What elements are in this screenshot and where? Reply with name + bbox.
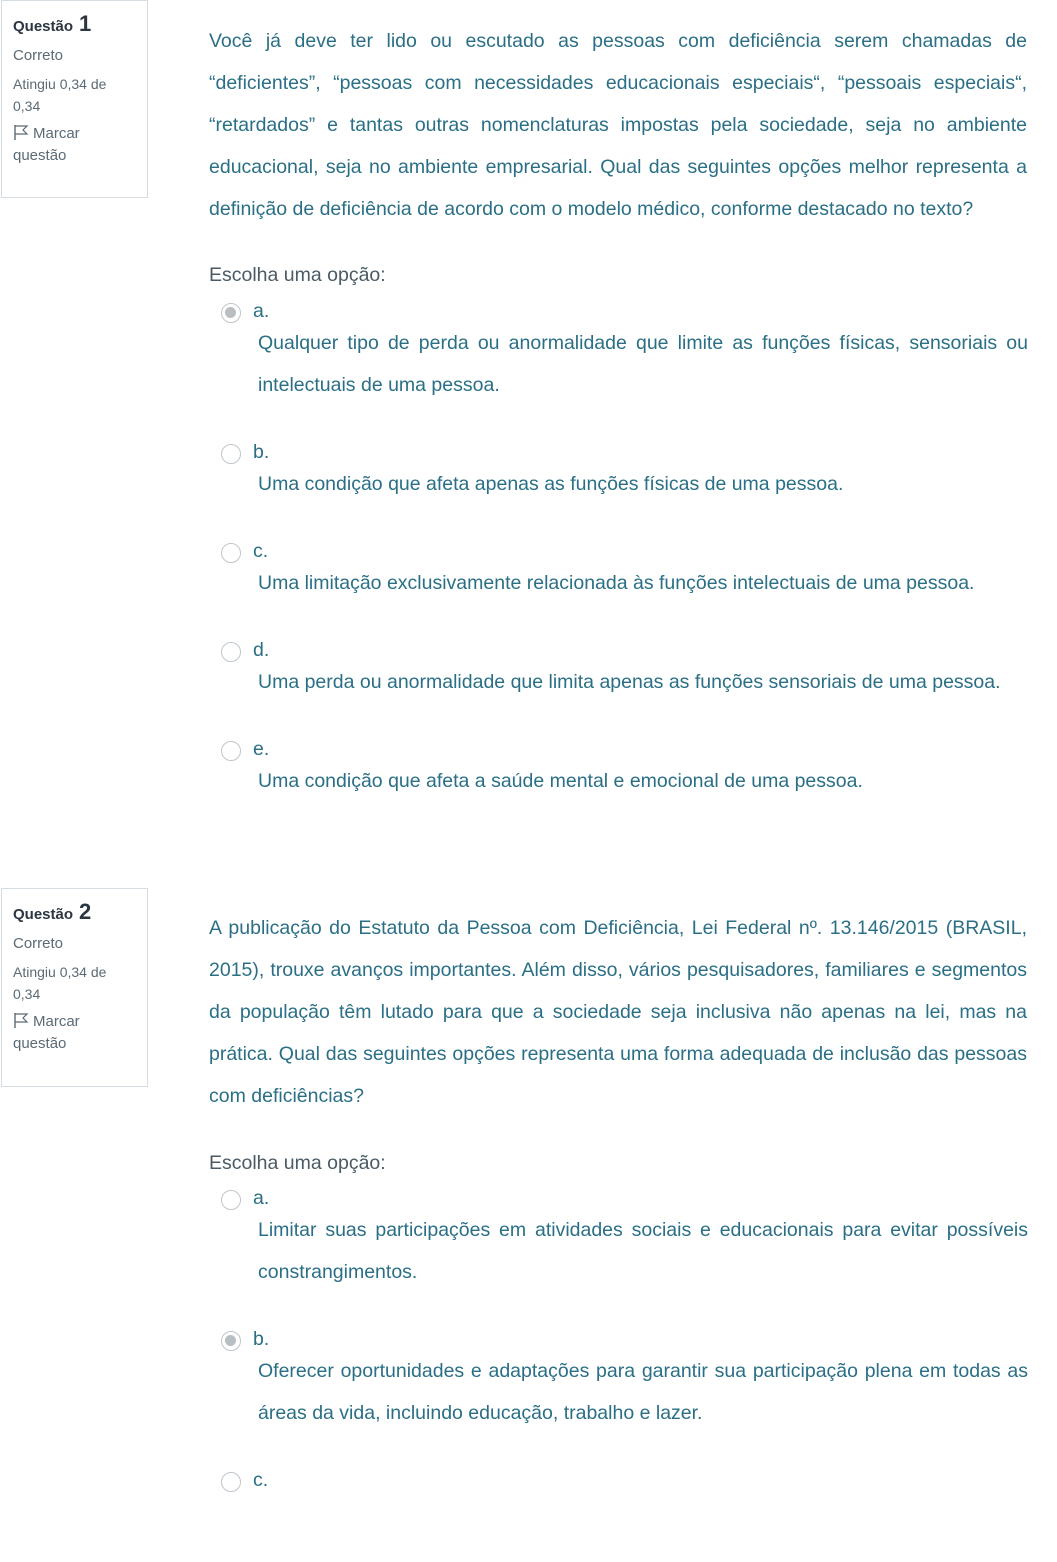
option-text: Uma condição que afeta apenas as funções físicas de uma pessoa. (258, 473, 844, 495)
option-text: Uma perda ou anormalidade que limita apenas as funções sensoriais de uma pessoa. (258, 671, 1001, 693)
flag-question-label: Marcar questão (13, 1013, 80, 1052)
question-title (13, 11, 137, 41)
option-letter: b. (253, 441, 270, 463)
option-text: Uma limitação exclusivamente relacionada às funções intelectuais de uma pessoa. (258, 572, 975, 594)
option-text: Oferecer oportunidades e adaptações para garantir sua participação plena em todas as áreas da vida, incluindo educação, trabalho e lazer. (258, 1360, 1028, 1424)
question-label: Questão (13, 906, 74, 923)
question-state: Correto (13, 935, 64, 952)
question-text: Você já deve ter lido ou escutado as pessoas com deficiência serem chamadas de “deficientes”, “pessoas com necessidades educacionais especiais“, “pessoais especiais“, “retardados” e tantas outras nomenclaturas impostas pela sociedade, seja no ambiente educacional, seja no ambiente empresarial. Qual das seguintes opções melhor representa a definição de deficiência de acordo com o modelo médico, conforme destacado no texto? (209, 30, 1027, 220)
option-text: Uma condição que afeta a saúde mental e emocional de uma pessoa. (258, 770, 863, 792)
radio-button[interactable] (221, 1190, 241, 1210)
flag-icon (13, 124, 29, 141)
question-title (13, 899, 137, 929)
flag-question-button[interactable] (13, 123, 137, 167)
radio-button[interactable] (221, 642, 241, 662)
question-info-box (1, 0, 148, 198)
answer-prompt: Escolha uma opção: (209, 1152, 386, 1174)
question-info-box (1, 888, 148, 1087)
radio-button[interactable] (221, 444, 241, 464)
question-grade: Atingiu 0,34 de 0,34 (13, 76, 107, 114)
radio-button[interactable] (221, 741, 241, 761)
option-text: Qualquer tipo de perda ou anormalidade que limite as funções físicas, sensoriais ou intelectuais de uma pessoa. (258, 332, 1028, 396)
question-text: A publicação do Estatuto da Pessoa com Deficiência, Lei Federal nº. 13.146/2015 (BRASIL, 2015), trouxe avanços importantes. Além disso, vários pesquisadores, familiares e segmentos da população têm lutado para que a sociedade seja inclusiva não apenas na lei, mas na prática. Qual das seguintes opções representa uma forma adequada de inclusão das pessoas com deficiências? (209, 917, 1027, 1107)
radio-button-selected[interactable] (221, 303, 241, 323)
question-grade: Atingiu 0,34 de 0,34 (13, 964, 107, 1002)
flag-question-label: Marcar questão (13, 125, 80, 164)
radio-button-selected[interactable] (221, 1331, 241, 1351)
option-letter: d. (253, 639, 270, 661)
option-letter: c. (253, 1469, 269, 1491)
option-letter: e. (253, 738, 270, 760)
option-letter: a. (253, 1187, 270, 1209)
radio-button[interactable] (221, 1472, 241, 1492)
option-text: Limitar suas participações em atividades sociais e educacionais para evitar possíveis constrangimentos. (258, 1219, 1028, 1283)
question-number: 1 (79, 11, 92, 36)
option-letter: a. (253, 300, 270, 322)
question-label: Questão (13, 18, 74, 35)
answer-prompt: Escolha uma opção: (209, 264, 386, 286)
question-number: 2 (79, 899, 92, 924)
radio-button[interactable] (221, 543, 241, 563)
option-letter: c. (253, 540, 269, 562)
flag-icon (13, 1012, 29, 1029)
question-state: Correto (13, 47, 64, 64)
flag-question-button[interactable] (13, 1011, 137, 1055)
option-letter: b. (253, 1328, 270, 1350)
